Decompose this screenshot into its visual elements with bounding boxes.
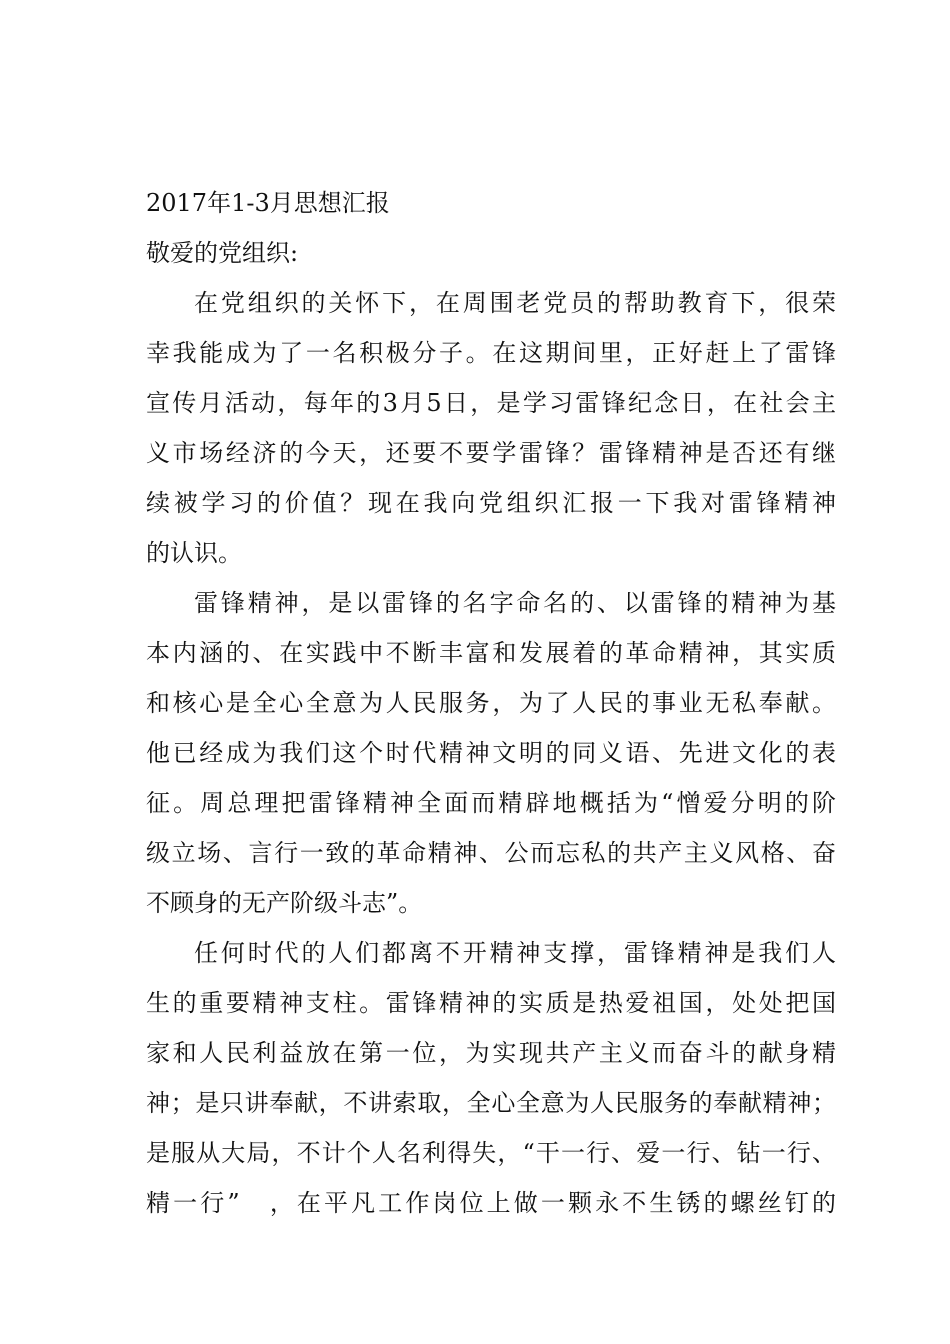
paragraph-line: 征。周总理把雷锋精神全面而精辟地概括为“憎爱分明的阶 xyxy=(146,789,836,817)
paragraph-line: 续被学习的价值？现在我向党组织汇报一下我对雷锋精神 xyxy=(146,489,836,517)
paragraph-line: 他已经成为我们这个时代精神文明的同义语、先进文化的表 xyxy=(146,739,836,767)
paragraph-line: 本内涵的、在实践中不断丰富和发展着的革命精神，其实质 xyxy=(146,639,836,667)
paragraph-line: 在党组织的关怀下，在周围老党员的帮助教育下，很荣 xyxy=(194,289,836,317)
paragraph-1 xyxy=(146,278,836,578)
paragraph-line: 级立场、言行一致的革命精神、公而忘私的共产主义风格、奋 xyxy=(146,839,836,867)
paragraph-line: 不顾身的无产阶级斗志”。 xyxy=(146,889,423,917)
paragraph-line: 幸我能成为了一名积极分子。在这期间里，正好赶上了雷锋 xyxy=(146,339,836,367)
paragraph-line: 是服从大局，不计个人名利得失，“干一行、爱一行、钻一行、 xyxy=(146,1139,836,1167)
paragraph-line: 的认识。 xyxy=(146,539,242,567)
paragraph-line: 宣传月活动，每年的3月5日，是学习雷锋纪念日，在社会主 xyxy=(146,389,836,417)
paragraph-line: 义市场经济的今天，还要不要学雷锋？雷锋精神是否还有继 xyxy=(146,439,836,467)
paragraph-line: 雷锋精神，是以雷锋的名字命名的、以雷锋的精神为基 xyxy=(194,589,836,617)
document-body xyxy=(146,178,836,1228)
paragraph-3 xyxy=(146,928,836,1228)
paragraph-2 xyxy=(146,578,836,928)
paragraph-line: 精一行” ，在平凡工作岗位上做一颗永不生锈的螺丝钉的 xyxy=(146,1189,836,1217)
paragraph-line: 家和人民利益放在第一位，为实现共产主义而奋斗的献身精 xyxy=(146,1039,836,1067)
paragraph-line: 生的重要精神支柱。雷锋精神的实质是热爱祖国，处处把国 xyxy=(146,989,836,1017)
paragraph-line: 神；是只讲奉献，不讲索取，全心全意为人民服务的奉献精神； xyxy=(146,1089,836,1117)
salutation: 敬爱的党组织: xyxy=(146,239,299,267)
document-title: 2017年1-3月思想汇报 xyxy=(146,189,390,217)
paragraph-line: 任何时代的人们都离不开精神支撑，雷锋精神是我们人 xyxy=(194,939,836,967)
paragraph-line: 和核心是全心全意为人民服务，为了人民的事业无私奉献。 xyxy=(146,689,836,717)
